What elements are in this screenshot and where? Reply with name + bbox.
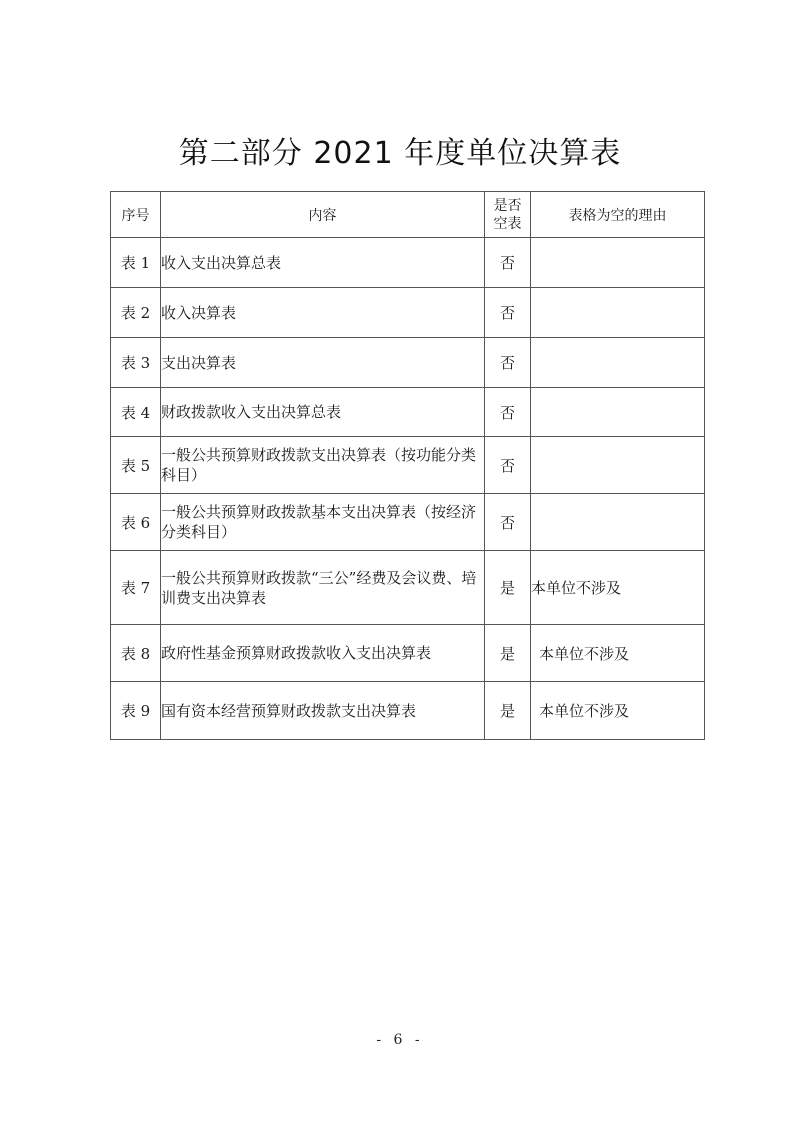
page-title: 第二部分 2021 年度单位决算表 bbox=[178, 136, 622, 171]
row-is-blank: 否 bbox=[485, 338, 531, 388]
row-is-blank: 否 bbox=[485, 437, 531, 494]
row-content: 财政拨款收入支出决算总表 bbox=[161, 388, 485, 437]
row-content: 一般公共预算财政拨款支出决算表（按功能分类科目） bbox=[161, 437, 485, 494]
row-reason bbox=[531, 338, 705, 388]
page-number: - 6 - bbox=[376, 1032, 424, 1048]
row-is-blank: 是 bbox=[485, 551, 531, 625]
row-number: 表 9 bbox=[111, 682, 161, 740]
row-content: 支出决算表 bbox=[161, 338, 485, 388]
row-reason bbox=[531, 288, 705, 338]
header-content: 内容 bbox=[161, 192, 485, 238]
row-is-blank: 否 bbox=[485, 288, 531, 338]
header-reason: 表格为空的理由 bbox=[531, 192, 705, 238]
row-number: 表 2 bbox=[111, 288, 161, 338]
row-content: 收入支出决算总表 bbox=[161, 238, 485, 288]
row-reason bbox=[531, 437, 705, 494]
row-is-blank: 否 bbox=[485, 388, 531, 437]
row-content: 一般公共预算财政拨款基本支出决算表（按经济分类科目） bbox=[161, 494, 485, 551]
row-is-blank: 是 bbox=[485, 682, 531, 740]
header-is-blank bbox=[485, 192, 531, 238]
row-number: 表 5 bbox=[111, 437, 161, 494]
row-number: 表 4 bbox=[111, 388, 161, 437]
table-row bbox=[111, 388, 705, 437]
table-header-row bbox=[111, 192, 705, 238]
table-row bbox=[111, 288, 705, 338]
table-row bbox=[111, 238, 705, 288]
row-number: 表 1 bbox=[111, 238, 161, 288]
row-content: 收入决算表 bbox=[161, 288, 485, 338]
table-row bbox=[111, 494, 705, 551]
row-content: 一般公共预算财政拨款“三公”经费及会议费、培训费支出决算表 bbox=[161, 551, 485, 625]
row-reason bbox=[531, 494, 705, 551]
row-number: 表 7 bbox=[111, 551, 161, 625]
table-row bbox=[111, 551, 705, 625]
row-reason: 本单位不涉及 bbox=[531, 551, 705, 625]
row-number: 表 3 bbox=[111, 338, 161, 388]
header-is-blank-label: 是否空表 bbox=[493, 197, 522, 232]
row-reason bbox=[531, 388, 705, 437]
row-reason: 本单位不涉及 bbox=[531, 625, 705, 682]
row-reason bbox=[531, 238, 705, 288]
table-row bbox=[111, 682, 705, 740]
table-row bbox=[111, 338, 705, 388]
row-number: 表 6 bbox=[111, 494, 161, 551]
budget-table-index bbox=[110, 191, 705, 740]
row-content: 政府性基金预算财政拨款收入支出决算表 bbox=[161, 625, 485, 682]
table-row bbox=[111, 437, 705, 494]
row-number: 表 8 bbox=[111, 625, 161, 682]
header-no: 序号 bbox=[111, 192, 161, 238]
table-row bbox=[111, 625, 705, 682]
row-is-blank: 是 bbox=[485, 625, 531, 682]
row-is-blank: 否 bbox=[485, 494, 531, 551]
row-is-blank: 否 bbox=[485, 238, 531, 288]
row-content: 国有资本经营预算财政拨款支出决算表 bbox=[161, 682, 485, 740]
row-reason: 本单位不涉及 bbox=[531, 682, 705, 740]
